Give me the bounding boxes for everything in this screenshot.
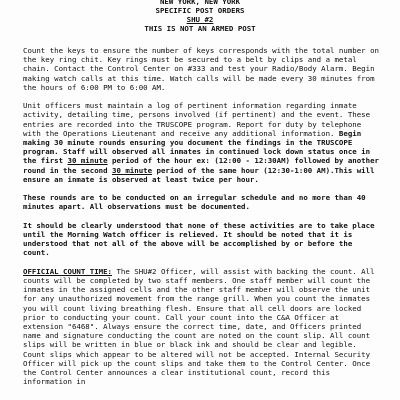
rounds-text-3: period of the same hour (12:30-1:00 AM).This will ensure an inmate is observed at least twice per hour. <box>23 165 375 184</box>
rounds-text-1: Begin making 30 minute rounds ensuring you document the findings in the TRUSCOPE program. Staff will observed all inmates in continued lock down status once in the first <box>23 128 371 166</box>
official-count-heading: OFFICIAL COUNT TIME: <box>23 266 112 276</box>
paragraph-log-rounds <box>23 101 382 184</box>
rounds-period-1: 30 minute <box>67 156 108 166</box>
document-header <box>0 0 400 33</box>
paragraph-irregular-schedule: These rounds are to be conducted on an irregular schedule and no more than 40 minutes apart. All observations must be documented. <box>23 193 366 212</box>
official-count-body: The SHU#2 Officer, will assist with backing the count. All counts will be completed by two staff members. One staff member will count the inmates in the assigned cells and the other staff member will observe the unit for any unauthorized movement from the range grill. When you count the inmates you will count living breathing flesh. Ensure that all cell doors are locked prior to conducting your count. Call your count into the C&A Officer at extension "6468". Always ensure the correct time, date, and Officers printed name and signature conducting the count are noted on the count slip. All count slips will be written in blue or black ink and should be clear and legible. Count slips which appear to be altered will not be accepted. Internal Security Officer will pick up the count slips and take them to the Control Center. Once the Control Center announces a clear institutional count, record this information in <box>23 266 375 387</box>
rounds-text-2: period of the hour ex: (12:00 - 12:30AM) followed by another round in the second <box>23 156 379 175</box>
header-title: SPECIFIC POST ORDERS <box>155 6 245 15</box>
header-location: NEW YORK, NEW YORK <box>159 0 241 6</box>
paragraph-official-count <box>23 267 382 387</box>
rounds-period-2: 30 minute <box>112 165 153 175</box>
log-text: Unit officers must maintain a log of pertinent information regarding inmate activity, detailing time, persons involved (if pertinent) and the event. These entries are recorded into the TRUSCOPE program. Report for duty by telephone with the Operations Lieutenant and receive any additional information. <box>23 101 371 138</box>
paragraph-keys: Count the keys to ensure the number of keys corresponds with the total number on the key ring chit. Key rings must be secured to a belt by clips and a metal chain. Contact the Control Center on #333 and test your Radio/Body Alarm. Begin making watch calls at this time. Watch calls will be made every 30 minutes from the hours of 6:00 PM to 6:00 AM. <box>23 46 379 92</box>
header-armed-notice: THIS IS NOT AN ARMED POST <box>144 24 256 33</box>
header-post: SHU #2 <box>186 15 214 24</box>
paragraph-morning-watch: It should be clearly understood that none of these activities are to take place until the Morning Watch officer is relieved. It should be noted that it is understood that not all of the above will be accomplished by or before the count. <box>23 220 375 258</box>
document-body <box>23 46 382 396</box>
